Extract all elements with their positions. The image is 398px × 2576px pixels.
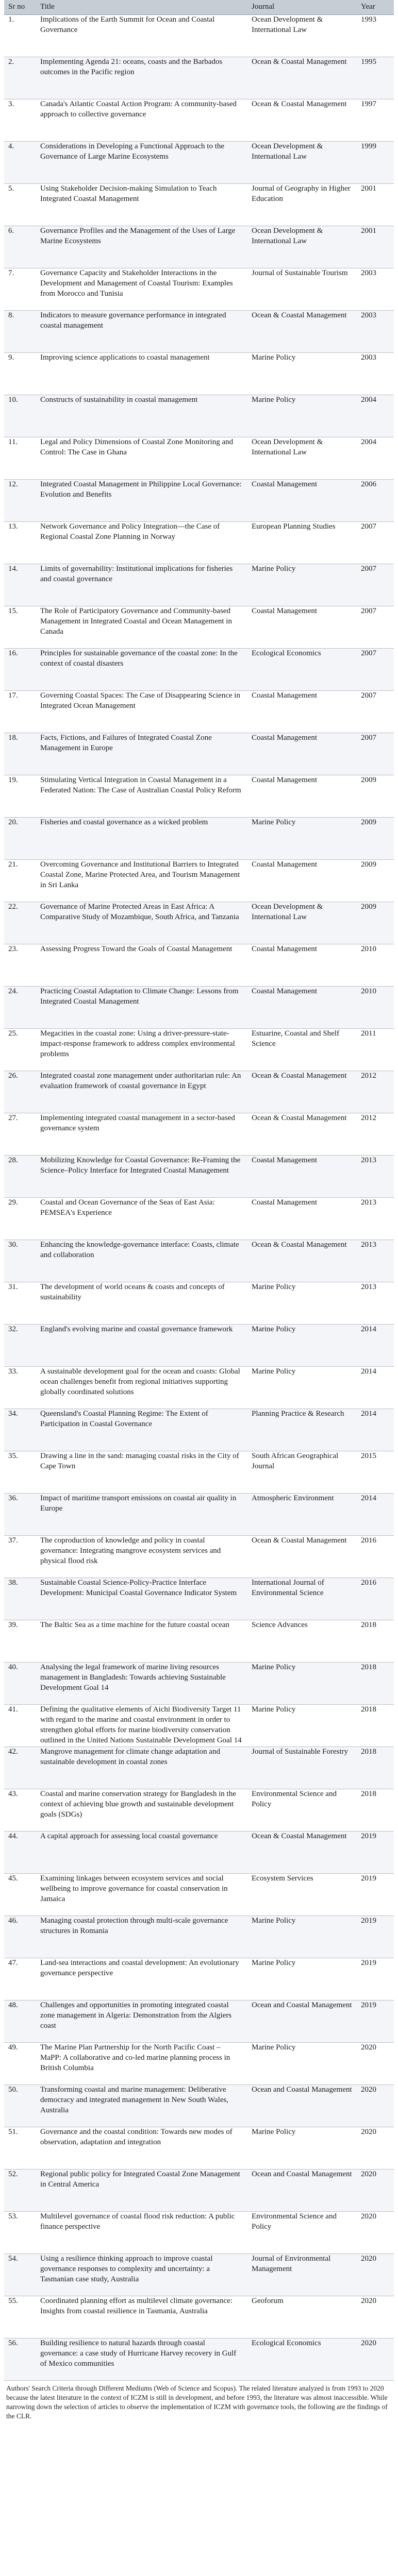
table-row xyxy=(4,1916,394,1958)
article-title: England's evolving marine and coastal governance framework xyxy=(36,1324,247,1366)
publication-year: 2018 xyxy=(357,1662,394,1704)
publication-year: 1993 xyxy=(357,14,394,57)
table-row xyxy=(4,310,394,352)
table-row xyxy=(4,1282,394,1324)
journal-name: European Planning Studies xyxy=(247,521,357,564)
journal-name: Coastal Management xyxy=(247,859,357,902)
row-number: 6. xyxy=(4,226,36,268)
header-title: Title xyxy=(36,0,247,14)
publication-year: 1999 xyxy=(357,141,394,183)
journal-name: Ocean Development & International Law xyxy=(247,437,357,479)
row-number: 19. xyxy=(4,775,36,817)
journal-name: Ocean & Coastal Management xyxy=(247,1535,357,1578)
journal-name: Coastal Management xyxy=(247,606,357,648)
row-number: 48. xyxy=(4,2000,36,2042)
table-row xyxy=(4,395,394,437)
row-number: 38. xyxy=(4,1578,36,1620)
article-title: Improving science applications to coastal management xyxy=(36,352,247,395)
journal-name: Atmospheric Environment xyxy=(247,1493,357,1535)
article-title: The Marine Plan Partnership for the North Pacific Coast – MaPP: A collaborative and co-led marine planning process in British Columbia xyxy=(36,2042,247,2084)
journal-name: Environmental Science and Policy xyxy=(247,2211,357,2253)
publication-year: 2007 xyxy=(357,606,394,648)
journal-name: Ecological Economics xyxy=(247,2338,357,2380)
row-number: 3. xyxy=(4,99,36,141)
journal-name: Marine Policy xyxy=(247,395,357,437)
row-number: 52. xyxy=(4,2169,36,2211)
journal-name: Coastal Management xyxy=(247,775,357,817)
article-title: Land-sea interactions and coastal development: An evolutionary governance perspective xyxy=(36,1958,247,2000)
journal-name: Ocean and Coastal Management xyxy=(247,2000,357,2042)
table-header xyxy=(4,0,394,14)
publication-year: 2009 xyxy=(357,902,394,944)
article-title: Managing coastal protection through multi-scale governance structures in Romania xyxy=(36,1916,247,1958)
article-title: Considerations in Developing a Functional Approach to the Governance of Large Marine Ecosystems xyxy=(36,141,247,183)
publication-year: 2014 xyxy=(357,1493,394,1535)
table-row xyxy=(4,2042,394,2084)
row-number: 1. xyxy=(4,14,36,57)
article-title: Practicing Coastal Adaptation to Climate Change: Lessons from Integrated Coastal Management xyxy=(36,986,247,1028)
publication-year: 2003 xyxy=(357,310,394,352)
article-title: Megacities in the coastal zone: Using a driver-pressure-state-impact-response framework to address complex environmental problems xyxy=(36,1028,247,1071)
table-row xyxy=(4,183,394,226)
publication-year: 2018 xyxy=(357,1789,394,1831)
row-number: 18. xyxy=(4,733,36,775)
journal-name: Ocean & Coastal Management xyxy=(247,1113,357,1155)
publication-year: 2012 xyxy=(357,1071,394,1113)
publication-year: 1995 xyxy=(357,57,394,99)
publication-year: 2001 xyxy=(357,226,394,268)
table-row xyxy=(4,1155,394,1197)
header-sr-no: Sr no xyxy=(4,0,36,14)
article-title: Sustainable Coastal Science-Policy-Practice Interface Development: Municipal Coastal Governance Indicator System xyxy=(36,1578,247,1620)
row-number: 14. xyxy=(4,564,36,606)
row-number: 56. xyxy=(4,2338,36,2380)
article-title: Implementing Agenda 21: oceans, coasts and the Barbados outcomes in the Pacific region xyxy=(36,57,247,99)
article-title: Constructs of sustainability in coastal management xyxy=(36,395,247,437)
row-number: 25. xyxy=(4,1028,36,1071)
table-row xyxy=(4,2084,394,2127)
journal-name: Journal of Sustainable Tourism xyxy=(247,268,357,310)
table-row xyxy=(4,944,394,986)
row-number: 17. xyxy=(4,690,36,733)
publication-year: 2003 xyxy=(357,268,394,310)
publication-year: 2013 xyxy=(357,1155,394,1197)
publication-year: 2020 xyxy=(357,2338,394,2380)
row-number: 44. xyxy=(4,1831,36,1873)
journal-name: Marine Policy xyxy=(247,352,357,395)
row-number: 23. xyxy=(4,944,36,986)
journal-name: Marine Policy xyxy=(247,817,357,859)
table-row xyxy=(4,1113,394,1155)
journal-name: Ecological Economics xyxy=(247,648,357,690)
article-title: Governance and the coastal condition: Towards new modes of observation, adaptation and integration xyxy=(36,2127,247,2169)
publication-year: 2014 xyxy=(357,1324,394,1366)
publication-year: 2009 xyxy=(357,817,394,859)
journal-name: Coastal Management xyxy=(247,690,357,733)
row-number: 32. xyxy=(4,1324,36,1366)
publication-year: 2018 xyxy=(357,1620,394,1662)
row-number: 43. xyxy=(4,1789,36,1831)
table-row xyxy=(4,1789,394,1831)
row-number: 7. xyxy=(4,268,36,310)
row-number: 15. xyxy=(4,606,36,648)
journal-name: Geoforum xyxy=(247,2296,357,2338)
table-row xyxy=(4,2253,394,2296)
article-title: Indicators to measure governance performance in integrated coastal management xyxy=(36,310,247,352)
publication-year: 2006 xyxy=(357,479,394,521)
article-title: The coproduction of knowledge and policy in coastal governance: Integrating mangrove ecosystem services and physical flood risk xyxy=(36,1535,247,1578)
table-row xyxy=(4,2000,394,2042)
article-title: Using a resilience thinking approach to improve coastal governance responses to complexity and uncertainty: a Tasmanian case study, Australia xyxy=(36,2253,247,2296)
publication-year: 2004 xyxy=(357,395,394,437)
publication-year: 2020 xyxy=(357,2211,394,2253)
table-row xyxy=(4,902,394,944)
article-title: Enhancing the knowledge-governance interface: Coasts, climate and collaboration xyxy=(36,1240,247,1282)
row-number: 9. xyxy=(4,352,36,395)
article-title: Governance Profiles and the Management of the Uses of Large Marine Ecosystems xyxy=(36,226,247,268)
journal-name: Planning Practice & Research xyxy=(247,1409,357,1451)
table-row xyxy=(4,1620,394,1662)
row-number: 45. xyxy=(4,1873,36,1916)
table-row xyxy=(4,564,394,606)
publication-year: 1997 xyxy=(357,99,394,141)
table-row xyxy=(4,1324,394,1366)
journal-name: Coastal Management xyxy=(247,1155,357,1197)
row-number: 2. xyxy=(4,57,36,99)
row-number: 12. xyxy=(4,479,36,521)
journal-name: Ocean and Coastal Management xyxy=(247,2169,357,2211)
publication-year: 2007 xyxy=(357,690,394,733)
table-row xyxy=(4,1409,394,1451)
journal-name: Marine Policy xyxy=(247,1958,357,2000)
row-number: 47. xyxy=(4,1958,36,2000)
row-number: 26. xyxy=(4,1071,36,1113)
article-title: Multilevel governance of coastal flood risk reduction: A public finance perspective xyxy=(36,2211,247,2253)
row-number: 22. xyxy=(4,902,36,944)
journal-name: Ocean & Coastal Management xyxy=(247,57,357,99)
article-title: Examining linkages between ecosystem services and social wellbeing to improve governance for coastal conservation in Jamaica xyxy=(36,1873,247,1916)
table-row xyxy=(4,1831,394,1873)
publication-year: 2009 xyxy=(357,775,394,817)
article-title: Limits of governability: Institutional implications for fisheries and coastal governance xyxy=(36,564,247,606)
journal-name: International Journal of Environmental Science xyxy=(247,1578,357,1620)
article-title: Principles for sustainable governance of the coastal zone: In the context of coastal disasters xyxy=(36,648,247,690)
journal-name: Coastal Management xyxy=(247,1197,357,1240)
row-number: 5. xyxy=(4,183,36,226)
table-row xyxy=(4,1747,394,1789)
article-title: Defining the qualitative elements of Aichi Biodiversity Target 11 with regard to the marine and coastal environment in order to strengthen global efforts for marine biodiversity conservation outlined in the United Nations Sustainable Development Goal 14 xyxy=(36,1704,247,1747)
table-row xyxy=(4,648,394,690)
table-row xyxy=(4,352,394,395)
article-title: Analysing the legal framework of marine living resources management in Bangladesh: Towards achieving Sustainable Development Goal 14 xyxy=(36,1662,247,1704)
article-title: Mangrove management for climate change adaptation and sustainable development in coastal zones xyxy=(36,1747,247,1789)
row-number: 13. xyxy=(4,521,36,564)
article-title: Fisheries and coastal governance as a wicked problem xyxy=(36,817,247,859)
journal-name: Ocean Development & International Law xyxy=(247,141,357,183)
publication-year: 2013 xyxy=(357,1240,394,1282)
row-number: 27. xyxy=(4,1113,36,1155)
journal-name: Ocean & Coastal Management xyxy=(247,310,357,352)
table-body xyxy=(4,14,394,2380)
row-number: 49. xyxy=(4,2042,36,2084)
publication-year: 2014 xyxy=(357,1409,394,1451)
table-row xyxy=(4,1197,394,1240)
journal-name: Marine Policy xyxy=(247,2127,357,2169)
article-title: Governance Capacity and Stakeholder Interactions in the Development and Management of Coastal Tourism: Examples from Morocco and Tunisia xyxy=(36,268,247,310)
table-row xyxy=(4,268,394,310)
table-row xyxy=(4,1071,394,1113)
article-title: Coordinated planning effort as multilevel climate governance: Insights from coastal resilience in Tasmania, Australia xyxy=(36,2296,247,2338)
publication-year: 2016 xyxy=(357,1535,394,1578)
header-row xyxy=(4,0,394,14)
article-title: Facts, Fictions, and Failures of Integrated Coastal Zone Management in Europe xyxy=(36,733,247,775)
row-number: 34. xyxy=(4,1409,36,1451)
table-row xyxy=(4,1493,394,1535)
table-row xyxy=(4,226,394,268)
row-number: 31. xyxy=(4,1282,36,1324)
journal-name: Environmental Science and Policy xyxy=(247,1789,357,1831)
journal-name: Journal of Sustainable Forestry xyxy=(247,1747,357,1789)
row-number: 10. xyxy=(4,395,36,437)
article-title: Implications of the Earth Summit for Ocean and Coastal Governance xyxy=(36,14,247,57)
publication-year: 2011 xyxy=(357,1028,394,1071)
row-number: 51. xyxy=(4,2127,36,2169)
table-row xyxy=(4,14,394,57)
article-title: Assessing Progress Toward the Goals of Coastal Management xyxy=(36,944,247,986)
publication-year: 2013 xyxy=(357,1282,394,1324)
article-title: Coastal and Ocean Governance of the Seas of East Asia: PEMSEA's Experience xyxy=(36,1197,247,1240)
article-title: Building resilience to natural hazards through coastal governance: a case study of Hurricane Harvey recovery in Gulf of Mexico communities xyxy=(36,2338,247,2380)
publication-year: 2020 xyxy=(357,2127,394,2169)
publication-year: 2013 xyxy=(357,1197,394,1240)
publication-year: 2016 xyxy=(357,1578,394,1620)
journal-name: Coastal Management xyxy=(247,479,357,521)
table-row xyxy=(4,521,394,564)
table-row xyxy=(4,2296,394,2338)
publication-year: 2019 xyxy=(357,1831,394,1873)
table-row xyxy=(4,1028,394,1071)
row-number: 55. xyxy=(4,2296,36,2338)
table-row xyxy=(4,606,394,648)
publication-year: 2019 xyxy=(357,1916,394,1958)
journal-name: Marine Policy xyxy=(247,1916,357,1958)
article-title: Transforming coastal and marine management: Deliberative democracy and integrated management in New South Wales, Australia xyxy=(36,2084,247,2127)
journal-name: Marine Policy xyxy=(247,1366,357,1409)
table-row xyxy=(4,99,394,141)
row-number: 30. xyxy=(4,1240,36,1282)
row-number: 21. xyxy=(4,859,36,902)
journal-name: Marine Policy xyxy=(247,1704,357,1747)
table-row xyxy=(4,1240,394,1282)
article-title: Canada's Atlantic Coastal Action Program: A community-based approach to collective governance xyxy=(36,99,247,141)
publication-year: 2018 xyxy=(357,1747,394,1789)
table-row xyxy=(4,57,394,99)
publication-year: 2009 xyxy=(357,859,394,902)
publication-year: 2015 xyxy=(357,1451,394,1493)
row-number: 16. xyxy=(4,648,36,690)
publication-year: 2010 xyxy=(357,944,394,986)
table-row xyxy=(4,1873,394,1916)
table-row xyxy=(4,437,394,479)
article-title: Impact of maritime transport emissions on coastal air quality in Europe xyxy=(36,1493,247,1535)
article-title: The development of world oceans & coasts and concepts of sustainability xyxy=(36,1282,247,1324)
article-title: A sustainable development goal for the ocean and coasts: Global ocean challenges benefit from regional initiatives supporting globally coordinated solutions xyxy=(36,1366,247,1409)
journal-name: Marine Policy xyxy=(247,2042,357,2084)
table-row xyxy=(4,1662,394,1704)
journal-name: Science Advances xyxy=(247,1620,357,1662)
publication-year: 2003 xyxy=(357,352,394,395)
article-title: Coastal and marine conservation strategy for Bangladesh in the context of achieving blue growth and sustainable development goals (SDGs) xyxy=(36,1789,247,1831)
table-row xyxy=(4,1958,394,2000)
table-row xyxy=(4,690,394,733)
row-number: 53. xyxy=(4,2211,36,2253)
journal-name: Marine Policy xyxy=(247,1282,357,1324)
article-title: Integrated Coastal Management in Philippine Local Governance: Evolution and Benefits xyxy=(36,479,247,521)
publication-year: 2019 xyxy=(357,1873,394,1916)
publication-year: 2018 xyxy=(357,1704,394,1747)
publication-year: 2007 xyxy=(357,564,394,606)
article-title: The Baltic Sea as a time machine for the future coastal ocean xyxy=(36,1620,247,1662)
row-number: 37. xyxy=(4,1535,36,1578)
table-row xyxy=(4,479,394,521)
publication-year: 2007 xyxy=(357,733,394,775)
article-title: A capital approach for assessing local coastal governance xyxy=(36,1831,247,1873)
journal-name: Ocean & Coastal Management xyxy=(247,1071,357,1113)
row-number: 29. xyxy=(4,1197,36,1240)
table-row xyxy=(4,775,394,817)
publication-year: 2014 xyxy=(357,1366,394,1409)
journal-name: Coastal Management xyxy=(247,986,357,1028)
article-title: Implementing integrated coastal management in a sector-based governance system xyxy=(36,1113,247,1155)
journal-name: Journal of Environmental Management xyxy=(247,2253,357,2296)
publication-year: 2020 xyxy=(357,2169,394,2211)
article-title: Integrated coastal zone management under authoritarian rule: An evaluation framework of coastal governance in Egypt xyxy=(36,1071,247,1113)
journal-name: Coastal Management xyxy=(247,733,357,775)
row-number: 39. xyxy=(4,1620,36,1662)
row-number: 36. xyxy=(4,1493,36,1535)
publication-year: 2001 xyxy=(357,183,394,226)
publication-year: 2020 xyxy=(357,2042,394,2084)
article-title: Drawing a line in the sand: managing coastal risks in the City of Cape Town xyxy=(36,1451,247,1493)
journal-name: Marine Policy xyxy=(247,564,357,606)
publication-year: 2004 xyxy=(357,437,394,479)
row-number: 40. xyxy=(4,1662,36,1704)
table-row xyxy=(4,859,394,902)
publication-year: 2010 xyxy=(357,986,394,1028)
row-number: 50. xyxy=(4,2084,36,2127)
publication-year: 2019 xyxy=(357,1958,394,2000)
publication-year: 2012 xyxy=(357,1113,394,1155)
table-row xyxy=(4,817,394,859)
article-title: Stimulating Vertical Integration in Coastal Management in a Federated Nation: The Case of Australian Coastal Policy Reform xyxy=(36,775,247,817)
table-row xyxy=(4,2169,394,2211)
table-row xyxy=(4,141,394,183)
article-title: Network Governance and Policy Integration—the Case of Regional Coastal Zone Planning in Norway xyxy=(36,521,247,564)
journal-name: Ocean & Coastal Management xyxy=(247,1831,357,1873)
article-title: Mobilizing Knowledge for Coastal Governance: Re-Framing the Science–Policy Interface for Integrated Coastal Management xyxy=(36,1155,247,1197)
article-title: The Role of Participatory Governance and Community-based Management in Integrated Coastal and Ocean Management in Canada xyxy=(36,606,247,648)
table-row xyxy=(4,986,394,1028)
table-row xyxy=(4,2127,394,2169)
journal-name: Ocean Development & International Law xyxy=(247,902,357,944)
header-year: Year xyxy=(357,0,394,14)
journal-name: Journal of Geography in Higher Education xyxy=(247,183,357,226)
row-number: 41. xyxy=(4,1704,36,1747)
document xyxy=(4,0,394,2421)
journal-name: Marine Policy xyxy=(247,1662,357,1704)
journal-name: Ocean & Coastal Management xyxy=(247,1240,357,1282)
table-row xyxy=(4,1704,394,1747)
article-title: Legal and Policy Dimensions of Coastal Zone Monitoring and Control: The Case in Ghana xyxy=(36,437,247,479)
journal-name: Estuarine, Coastal and Shelf Science xyxy=(247,1028,357,1071)
journal-name: South African Geographical Journal xyxy=(247,1451,357,1493)
table-row xyxy=(4,733,394,775)
row-number: 33. xyxy=(4,1366,36,1409)
publication-year: 2007 xyxy=(357,648,394,690)
article-title: Regional public policy for Integrated Coastal Zone Management in Central America xyxy=(36,2169,247,2211)
article-title: Overcoming Governance and Institutional Barriers to Integrated Coastal Zone, Marine Protected Area, and Tourism Management in Sri Lanka xyxy=(36,859,247,902)
header-journal: Journal xyxy=(247,0,357,14)
publication-year: 2007 xyxy=(357,521,394,564)
row-number: 11. xyxy=(4,437,36,479)
article-title: Using Stakeholder Decision-making Simulation to Teach Integrated Coastal Management xyxy=(36,183,247,226)
row-number: 4. xyxy=(4,141,36,183)
article-title: Challenges and opportunities in promoting integrated coastal zone management in Algeria: Demonstration from the Algiers coast xyxy=(36,2000,247,2042)
table-row xyxy=(4,1366,394,1409)
row-number: 24. xyxy=(4,986,36,1028)
row-number: 28. xyxy=(4,1155,36,1197)
table-footnote: Authors' Search Criteria through Different Mediums (Web of Science and Scopus). The related literature analyzed is from 1993 to 2020 because the latest literature in the context of ICZM is still in development, and before 1993, the literature was almost inaccessible. While narrowing down the selection of articles to observe the implementation of ICZM with governance tools, the following are the findings of the CLR. xyxy=(6,2384,388,2420)
article-title: Governing Coastal Spaces: The Case of Disappearing Science in Integrated Ocean Management xyxy=(36,690,247,733)
journal-name: Ocean Development & International Law xyxy=(247,14,357,57)
table-row xyxy=(4,1535,394,1578)
journal-name: Coastal Management xyxy=(247,944,357,986)
row-number: 8. xyxy=(4,310,36,352)
table-row xyxy=(4,2211,394,2253)
row-number: 20. xyxy=(4,817,36,859)
journal-name: Ocean & Coastal Management xyxy=(247,99,357,141)
table-row xyxy=(4,1578,394,1620)
article-title: Queensland's Coastal Planning Regime: The Extent of Participation in Coastal Governance xyxy=(36,1409,247,1451)
table-row xyxy=(4,2338,394,2380)
article-title: Governance of Marine Protected Areas in East Africa: A Comparative Study of Mozambique, South Africa, and Tanzania xyxy=(36,902,247,944)
publication-year: 2020 xyxy=(357,2084,394,2127)
row-number: 46. xyxy=(4,1916,36,1958)
publication-year: 2020 xyxy=(357,2253,394,2296)
row-number: 54. xyxy=(4,2253,36,2296)
publication-year: 2019 xyxy=(357,2000,394,2042)
publication-year: 2020 xyxy=(357,2296,394,2338)
journal-name: Ecosystem Services xyxy=(247,1873,357,1916)
journal-name: Marine Policy xyxy=(247,1324,357,1366)
row-number: 35. xyxy=(4,1451,36,1493)
row-number: 42. xyxy=(4,1747,36,1789)
literature-table xyxy=(4,0,394,2381)
journal-name: Ocean Development & International Law xyxy=(247,226,357,268)
journal-name: Ocean and Coastal Management xyxy=(247,2084,357,2127)
table-row xyxy=(4,1451,394,1493)
